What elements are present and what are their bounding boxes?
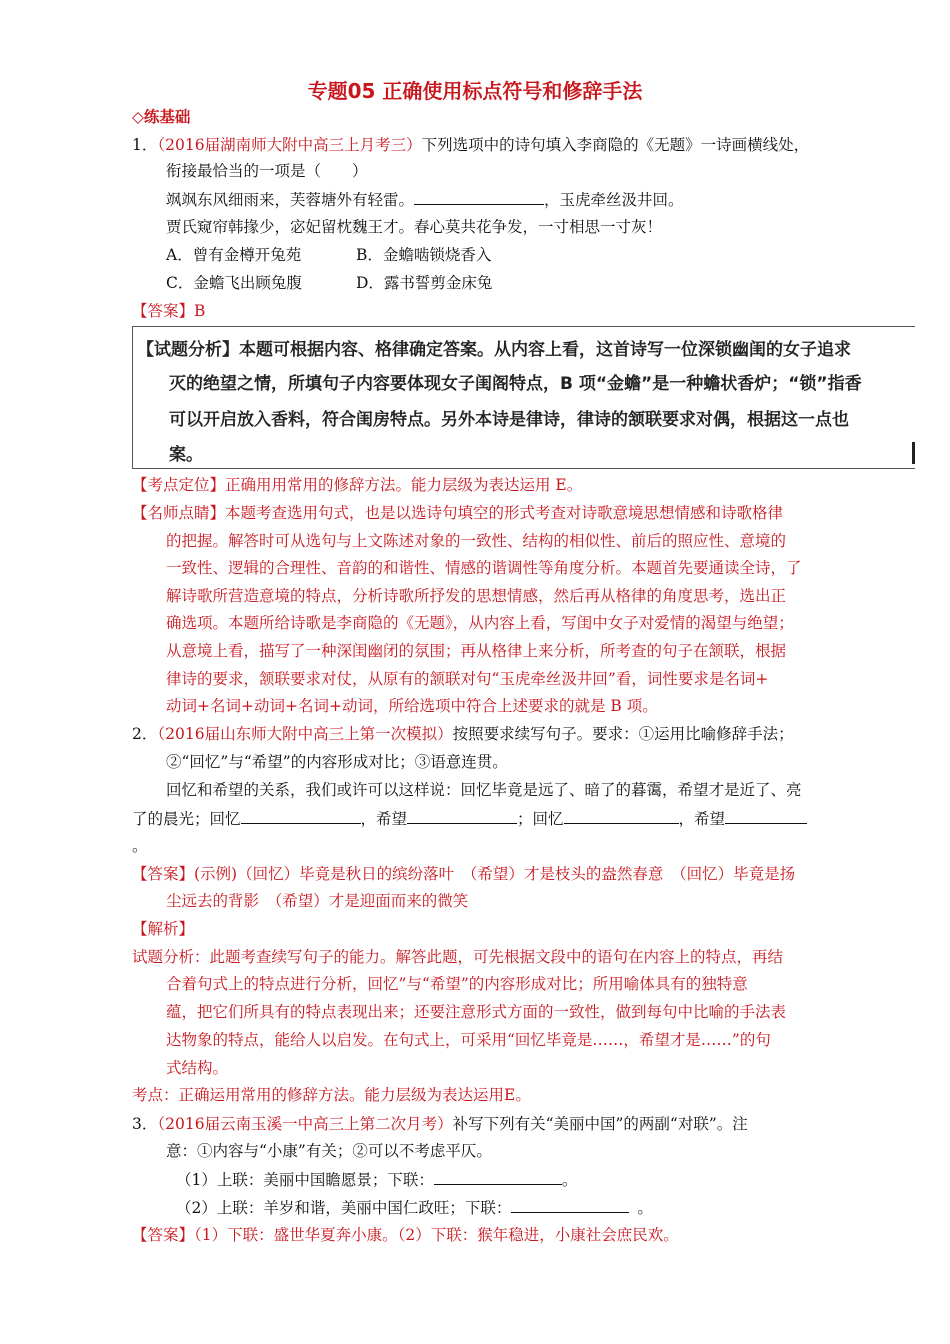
- options-row-2: [166, 273, 492, 293]
- blank-line: [434, 1169, 562, 1185]
- question-1-stem-cont: 衔接最恰当的一项是（ ）: [166, 162, 368, 180]
- analysis-line: 案。: [169, 445, 203, 465]
- answer-2-line: 【答案】(示例)（回忆）毕竟是秋日的缤纷落叶 （希望）才是枝头的盎然春意 （回忆）毕竟是扬: [132, 865, 796, 883]
- analysis-line: 灭的绝望之情，所填句子内容要体现女子闺阁特点，B 项“金蟾”是一种蟾状香炉；“锁”指香: [169, 374, 862, 394]
- couplet-text: 。: [637, 1199, 653, 1217]
- fill-in-line: [132, 808, 807, 829]
- analysis-line: 可以开启放入香料，符合闺房特点。另外本诗是律诗，律诗的颔联要求对偶，根据这一点也: [169, 410, 849, 430]
- answer-label: 【答案】: [132, 302, 195, 320]
- analysis-2-line: 试题分析：此题考查续写句子的能力。解答此题，可先根据文段中的语句在内容上的特点，再结: [132, 948, 784, 966]
- mingshi-line: 一致性、逻辑的合理性、音韵的和谐性、情感的谐调性等角度分析。本题首先要通读全诗，了: [166, 559, 802, 577]
- question-2-stem-cont: ②“回忆”与“希望”的内容形成对比；③语意连贯。: [166, 753, 508, 771]
- blank-line: [407, 808, 517, 824]
- analysis-2-line: 合着句式上的特点进行分析，回忆”与“希望”的内容形成对比；所用喻体具有的独特意: [166, 975, 748, 993]
- question-number: 3．: [132, 1115, 158, 1133]
- question-3-stem: [132, 1114, 748, 1134]
- jiexi-label: 【解析】: [132, 920, 195, 938]
- kaodian-2: 考点：正确运用常用的修辞方法。能力层级为表达运用E。: [132, 1086, 531, 1104]
- question-2-stem: [132, 724, 794, 744]
- couplet-2: [176, 1197, 653, 1218]
- couplet-text: （1）上联：美丽中国瞻愿景；下联：: [176, 1171, 434, 1189]
- blank-line: [725, 808, 807, 824]
- question-source: （2016届湖南师大附中高三上月考三）: [157, 136, 422, 154]
- question-text: 补写下列有关“美丽中国”的两副“对联”。注: [452, 1115, 748, 1133]
- couplet-text: 。: [561, 1171, 578, 1189]
- analysis-line: 【试题分析】本题可根据内容、格律确定答案。从内容上看，这首诗写一位深锁幽闺的女子追求: [137, 340, 851, 360]
- page-title: 专题05 正确使用标点符号和修辞手法: [307, 79, 643, 103]
- passage-text: 了的晨光；回忆: [132, 810, 241, 828]
- couplet-text: （2）上联：羊岁和谐，美丽中国仁政旺；下联：: [176, 1199, 512, 1217]
- analysis-2-line: 式结构。: [166, 1059, 229, 1077]
- poem-line-2: 贾氏窥帘韩掾少，宓妃留枕魏王才。春心莫共花争发，一寸相思一寸灰！: [166, 218, 663, 236]
- fill-in-end: 。: [132, 837, 148, 855]
- couplet-1: [176, 1169, 577, 1190]
- answer-3: 【答案】（1）下联：盛世华夏奔小康。（2）下联：猴年稳进，小康社会庶民欢。: [132, 1226, 679, 1244]
- mingshi-line: 律诗的要求，颔联要求对仗，从原有的颔联对句“玉虎牵丝汲井回”看，词性要求是名词+: [166, 670, 769, 688]
- passage-text: ；回忆: [517, 810, 564, 828]
- option-c: C．金蟾飞出顾兔腹: [166, 274, 302, 292]
- question-number: 1．: [132, 136, 158, 154]
- blank-line: [241, 808, 361, 824]
- option-b: B．金蟾啮锁烧香入: [356, 246, 492, 264]
- option-d: D．露书誓剪金床兔: [356, 274, 493, 292]
- analysis-2-line: 蕴，把它们所具有的特点表现出来；还要注意形式方面的一致性，做到每句中比喻的手法表: [166, 1003, 787, 1021]
- poem-text: 飒飒东风细雨来，芙蓉塘外有轻雷。: [166, 191, 415, 209]
- option-a: A．曾有金樽开兔苑: [166, 246, 302, 264]
- mingshi-line: 解诗歌所营造意境的特点，分析诗歌所抒发的思想情感，然后再从格律的角度思考，选出正: [166, 587, 787, 605]
- answer-1: [132, 301, 205, 321]
- blank-line: [564, 808, 679, 824]
- question-source: （2016届山东师大附中高三上第一次模拟）: [157, 725, 453, 743]
- question-3-stem-cont: 意：①内容与“小康”有关；②可以不考虑平仄。: [166, 1142, 492, 1160]
- mingshi-line: 确选项。本题所给诗歌是李商隐的《无题》，从内容上看，写闺中女子对爱情的渴望与绝望；: [166, 614, 794, 632]
- question-source: （2016届云南玉溪一中高三上第二次月考）: [157, 1115, 453, 1133]
- section-heading: ◇练基础: [132, 108, 191, 126]
- passage-text: ，希望: [678, 810, 726, 828]
- kaodian-1: 【考点定位】正确用用常用的修辞方法。能力层级为表达运用 E。: [132, 476, 583, 494]
- question-text: 按照要求续写句子。要求：①运用比喻修辞手法；: [452, 725, 794, 743]
- passage-line: 回忆和希望的关系，我们或许可以这样说：回忆毕竟是远了、暗了的暮霭，希望才是近了、亮: [166, 781, 802, 799]
- mingshi-line: 动词+名词+动词+名词+动词，所给选项中符合上述要求的就是 B 项。: [166, 697, 658, 715]
- mingshi-line: 从意境上看，描写了一种深闺幽闭的氛围；再从格律上来分析，所考查的句子在颔联，根据: [166, 642, 787, 660]
- blank-line: [414, 189, 544, 205]
- poem-line-1: [166, 189, 684, 210]
- passage-text: ，希望: [360, 810, 408, 828]
- question-1-stem: [132, 135, 809, 155]
- box-edge: [912, 442, 915, 464]
- analysis-2-line: 达物象的特点，能给人以启发。在句式上，可采用“回忆毕竟是……，希望才是……”的句: [166, 1031, 771, 1049]
- question-number: 2．: [132, 725, 158, 743]
- poem-text: ，玉虎牵丝汲井回。: [544, 191, 684, 209]
- answer-value: B: [194, 302, 206, 320]
- blank-line: [511, 1197, 629, 1213]
- options-row-1: [166, 245, 491, 265]
- answer-2-line: 尘远去的背影 （希望）才是迎面而来的微笑: [166, 892, 469, 910]
- analysis-screenshot-box: [132, 326, 915, 469]
- question-text: 下列选项中的诗句填入李商隐的《无题》一诗画横线处，: [421, 136, 810, 154]
- mingshi-line: 【名师点睛】本题考查选用句式，也是以选诗句填空的形式考查对诗歌意境思想情感和诗歌格律: [132, 504, 784, 522]
- mingshi-line: 的把握。解答时可从选句与上文陈述对象的一致性、结构的相似性、前后的照应性、意境的: [166, 532, 787, 550]
